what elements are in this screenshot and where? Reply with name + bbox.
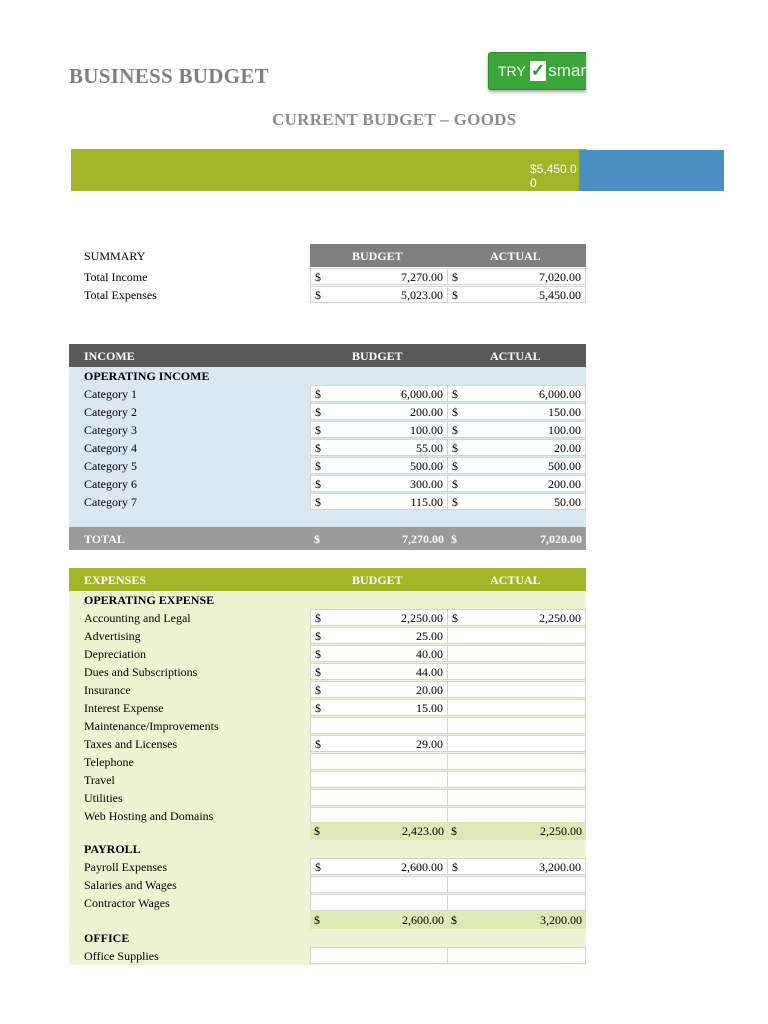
summary-header-bar — [310, 244, 586, 267]
actual-cell[interactable] — [447, 947, 586, 964]
currency-symbol: $ — [315, 459, 321, 473]
budget-cell[interactable] — [310, 268, 448, 285]
budget-value: 20.00 — [416, 683, 443, 697]
office-label: OFFICE — [84, 931, 130, 945]
currency-symbol: $ — [451, 532, 457, 546]
table-row — [69, 771, 586, 789]
currency-symbol: $ — [315, 737, 321, 751]
budget-value: 15.00 — [416, 701, 443, 715]
row-label: Category 6 — [84, 477, 137, 491]
expenses-budget-header: BUDGET — [352, 573, 403, 587]
actual-value: 150.00 — [548, 405, 581, 419]
currency-symbol: $ — [451, 824, 457, 838]
row-label: Accounting and Legal — [84, 611, 191, 625]
operating-expense-section — [69, 591, 586, 609]
payroll-subtotal-budget: 2,600.00 — [402, 913, 444, 927]
row-label: Taxes and Licenses — [84, 737, 178, 751]
operating-expense-subtotal — [69, 822, 586, 840]
actual-value: 500.00 — [548, 459, 581, 473]
row-label: Insurance — [84, 683, 131, 697]
budget-cell[interactable] — [310, 858, 448, 875]
budget-cell[interactable] — [310, 876, 448, 893]
income-budget-header: BUDGET — [352, 349, 403, 363]
budget-cell[interactable] — [310, 627, 448, 644]
table-row — [69, 457, 586, 475]
currency-symbol: $ — [452, 288, 458, 302]
operating-expense-label: OPERATING EXPENSE — [84, 593, 215, 607]
currency-symbol: $ — [315, 611, 321, 625]
expenses-header — [69, 568, 586, 591]
currency-symbol: $ — [452, 405, 458, 419]
row-label: Contractor Wages — [84, 896, 170, 910]
budget-cell[interactable] — [310, 421, 448, 438]
budget-value: 200.00 — [410, 405, 443, 419]
actual-cell[interactable] — [447, 717, 586, 734]
currency-symbol: $ — [315, 405, 321, 419]
budget-cell[interactable] — [310, 771, 448, 788]
table-row — [69, 717, 586, 735]
budget-cell[interactable] — [310, 717, 448, 734]
actual-cell[interactable] — [447, 403, 586, 420]
actual-value: 6,000.00 — [539, 387, 581, 401]
income-header — [69, 344, 586, 367]
currency-symbol: $ — [315, 647, 321, 661]
actual-cell[interactable] — [447, 735, 586, 752]
budget-cell[interactable] — [310, 645, 448, 662]
opex-subtotal-actual: 2,250.00 — [540, 824, 582, 838]
budget-cell[interactable] — [310, 699, 448, 716]
row-label: Category 4 — [84, 441, 137, 455]
actual-cell[interactable] — [447, 493, 586, 510]
currency-symbol: $ — [452, 459, 458, 473]
actual-cell[interactable] — [447, 268, 586, 285]
budget-value: 25.00 — [416, 629, 443, 643]
currency-symbol: $ — [315, 423, 321, 437]
row-label: Category 1 — [84, 387, 137, 401]
currency-symbol: $ — [451, 913, 457, 927]
opex-subtotal-budget: 2,423.00 — [402, 824, 444, 838]
table-row — [69, 268, 586, 286]
row-label: Total Income — [84, 270, 148, 284]
actual-value: 2,250.00 — [539, 611, 581, 625]
table-row — [69, 876, 586, 894]
table-row — [69, 735, 586, 753]
currency-symbol: $ — [315, 683, 321, 697]
currency-symbol: $ — [452, 387, 458, 401]
budget-value: 29.00 — [416, 737, 443, 751]
budget-cell[interactable] — [310, 663, 448, 680]
row-label: Category 2 — [84, 405, 137, 419]
currency-symbol: $ — [315, 701, 321, 715]
expenses-actual-header: ACTUAL — [490, 573, 541, 587]
currency-symbol: $ — [452, 441, 458, 455]
budget-cell[interactable] — [310, 753, 448, 770]
currency-symbol: $ — [315, 288, 321, 302]
budget-value: 300.00 — [410, 477, 443, 491]
table-row — [69, 645, 586, 663]
summary-budget-header: BUDGET — [352, 249, 403, 263]
table-row — [69, 894, 586, 912]
budget-cell[interactable] — [310, 439, 448, 456]
table-row — [69, 627, 586, 645]
income-total-actual: 7,020.00 — [540, 532, 582, 546]
try-smartsheet-badge[interactable] — [488, 52, 586, 90]
budget-cell[interactable] — [310, 789, 448, 806]
row-label: Dues and Subscriptions — [84, 665, 198, 679]
actual-value: 100.00 — [548, 423, 581, 437]
table-row — [69, 947, 586, 965]
actual-value: 5,450.00 — [539, 288, 581, 302]
budget-value: 5,023.00 — [401, 288, 443, 302]
budget-value: 115.00 — [410, 495, 443, 509]
currency-symbol: $ — [315, 495, 321, 509]
row-label: Salaries and Wages — [84, 878, 177, 892]
currency-symbol: $ — [314, 913, 320, 927]
table-row — [69, 421, 586, 439]
budget-value: 44.00 — [416, 665, 443, 679]
currency-symbol: $ — [315, 477, 321, 491]
currency-symbol: $ — [315, 441, 321, 455]
row-label: Travel — [84, 773, 115, 787]
currency-symbol: $ — [315, 860, 321, 874]
budget-value: 55.00 — [416, 441, 443, 455]
table-row — [69, 403, 586, 421]
table-row — [69, 493, 586, 511]
actual-cell[interactable] — [447, 645, 586, 662]
actual-value: 200.00 — [548, 477, 581, 491]
actual-cell[interactable] — [447, 699, 586, 716]
actual-value: 50.00 — [554, 495, 581, 509]
row-label: Advertising — [84, 629, 141, 643]
actual-cell[interactable] — [447, 771, 586, 788]
payroll-subtotal — [69, 911, 586, 929]
actual-cell[interactable] — [447, 385, 586, 402]
currency-symbol: $ — [314, 824, 320, 838]
actual-cell[interactable] — [447, 681, 586, 698]
currency-symbol: $ — [452, 611, 458, 625]
payroll-label: PAYROLL — [84, 842, 141, 856]
currency-symbol: $ — [452, 495, 458, 509]
table-row — [69, 286, 586, 304]
actual-cell[interactable] — [447, 286, 586, 303]
payroll-section — [69, 840, 586, 858]
currency-symbol: $ — [452, 423, 458, 437]
budget-cell[interactable] — [310, 286, 448, 303]
budget-value: 40.00 — [416, 647, 443, 661]
row-label: Office Supplies — [84, 949, 159, 963]
budget-value: 500.00 — [410, 459, 443, 473]
row-label: Total Expenses — [84, 288, 157, 302]
budget-value: 100.00 — [410, 423, 443, 437]
actual-cell[interactable] — [447, 627, 586, 644]
budget-cell[interactable] — [310, 894, 448, 911]
actual-cell[interactable] — [447, 609, 586, 626]
payroll-subtotal-actual: 3,200.00 — [540, 913, 582, 927]
row-label: Web Hosting and Domains — [84, 809, 214, 823]
budget-cell[interactable] — [310, 475, 448, 492]
budget-cell[interactable] — [310, 403, 448, 420]
actual-cell[interactable] — [447, 858, 586, 875]
summary-label: SUMMARY — [84, 249, 146, 263]
budget-value: 2,600.00 — [401, 860, 443, 874]
row-label: Depreciation — [84, 647, 146, 661]
budget-cell[interactable] — [310, 681, 448, 698]
currency-symbol: $ — [452, 270, 458, 284]
table-row — [69, 753, 586, 771]
table-row — [69, 663, 586, 681]
actual-value: 7,020.00 — [539, 270, 581, 284]
currency-symbol: $ — [452, 477, 458, 491]
row-label: Utilities — [84, 791, 123, 805]
currency-symbol: $ — [315, 270, 321, 284]
actual-cell[interactable] — [447, 475, 586, 492]
currency-symbol: $ — [315, 629, 321, 643]
summary-header — [69, 247, 586, 267]
actual-cell[interactable] — [447, 457, 586, 474]
table-row — [69, 858, 586, 876]
page-subtitle: CURRENT BUDGET – GOODS — [272, 110, 517, 129]
row-label: Category 3 — [84, 423, 137, 437]
brand-label: smar — [548, 61, 586, 80]
table-row — [69, 699, 586, 717]
expenses-header-label: EXPENSES — [84, 573, 147, 587]
budget-cell[interactable] — [310, 609, 448, 626]
table-row — [69, 681, 586, 699]
office-section — [69, 929, 586, 947]
actual-cell[interactable] — [447, 789, 586, 806]
income-total-label: TOTAL — [84, 532, 125, 546]
actual-cell[interactable] — [447, 876, 586, 893]
income-total-row — [69, 527, 586, 550]
table-row — [69, 475, 586, 493]
actual-value: 20.00 — [554, 441, 581, 455]
budget-cell[interactable] — [310, 457, 448, 474]
actual-cell[interactable] — [447, 439, 586, 456]
income-total-budget: 7,270.00 — [402, 532, 444, 546]
actual-cell[interactable] — [447, 894, 586, 911]
budget-value: 2,250.00 — [401, 611, 443, 625]
table-row — [69, 789, 586, 807]
summary-actual-header: ACTUAL — [490, 249, 541, 263]
currency-symbol: $ — [315, 387, 321, 401]
actual-cell[interactable] — [447, 753, 586, 770]
row-label: Maintenance/Improvements — [84, 719, 219, 733]
row-label: Category 5 — [84, 459, 137, 473]
budget-value: 6,000.00 — [401, 387, 443, 401]
table-row — [69, 439, 586, 457]
income-actual-header: ACTUAL — [490, 349, 541, 363]
summary-banner — [71, 149, 587, 191]
checkmark-icon: ✓ — [530, 61, 546, 80]
budget-value: 7,270.00 — [401, 270, 443, 284]
banner-chart-box — [579, 150, 724, 191]
budget-cell[interactable] — [310, 947, 448, 964]
currency-symbol: $ — [315, 665, 321, 679]
operating-income-section — [69, 367, 586, 385]
table-row — [69, 609, 586, 627]
page-title: BUSINESS BUDGET — [69, 64, 269, 88]
row-label: Category 7 — [84, 495, 137, 509]
actual-value: 3,200.00 — [539, 860, 581, 874]
income-header-label: INCOME — [84, 349, 135, 363]
row-label: Payroll Expenses — [84, 860, 167, 874]
operating-income-label: OPERATING INCOME — [84, 369, 210, 383]
budget-cell[interactable] — [310, 735, 448, 752]
banner-amount: $5,450.00 — [530, 162, 577, 190]
table-row — [69, 385, 586, 403]
budget-cell[interactable] — [310, 385, 448, 402]
budget-cell[interactable] — [310, 493, 448, 510]
currency-symbol: $ — [452, 860, 458, 874]
try-label: TRY — [498, 63, 526, 79]
actual-cell[interactable] — [447, 421, 586, 438]
row-label: Interest Expense — [84, 701, 164, 715]
currency-symbol: $ — [314, 532, 320, 546]
actual-cell[interactable] — [447, 663, 586, 680]
row-label: Telephone — [84, 755, 134, 769]
